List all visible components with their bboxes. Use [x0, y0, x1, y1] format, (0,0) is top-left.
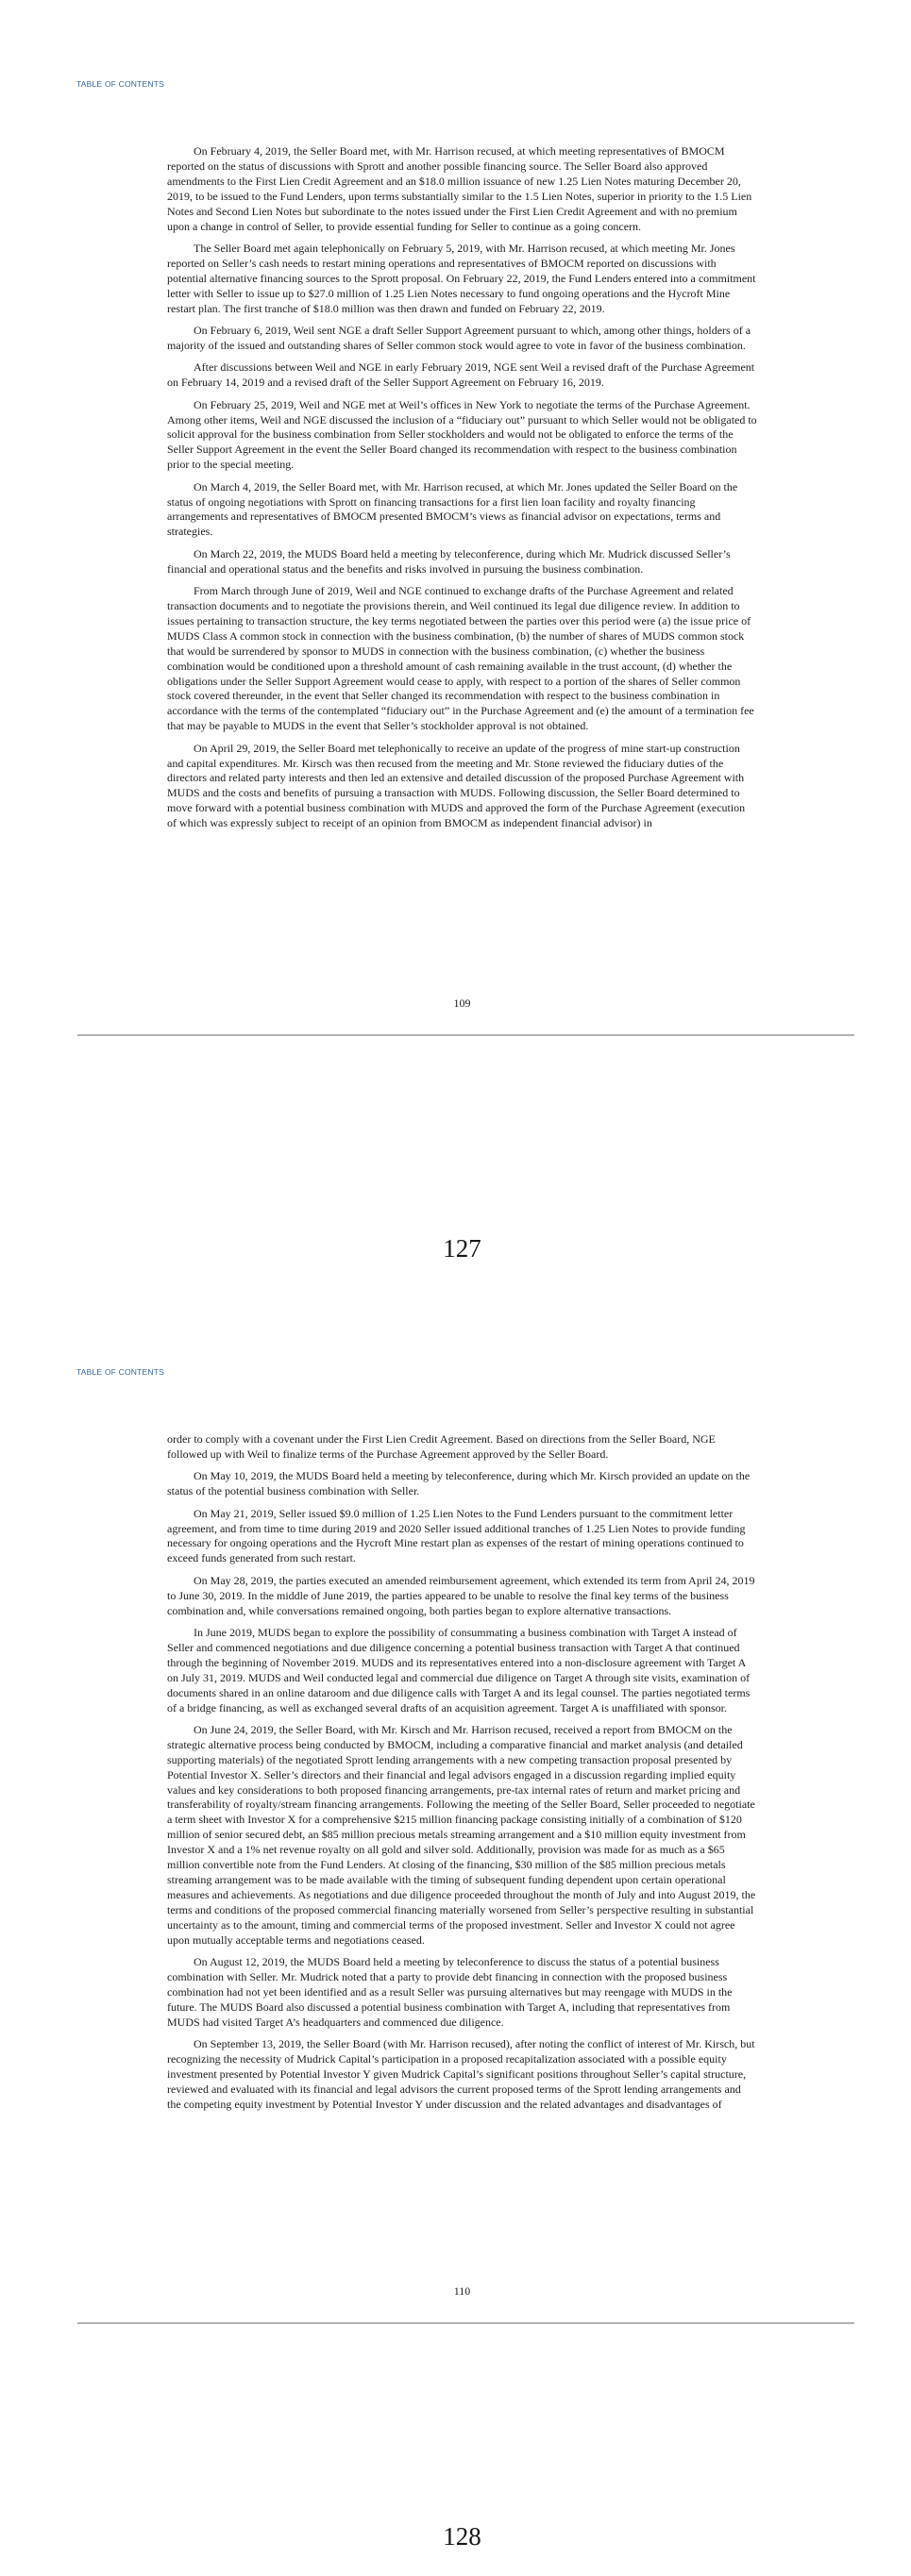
page-number: 109 — [453, 996, 471, 1010]
paragraph: On February 25, 2019, Weil and NGE met at Weil’s offices in New York to negotiate the terms of the Purchase Agreement. Among other items, Weil and NGE discussed the inclusion of a “fiduciary out” pursuant to which Seller would not be obligated to solicit approval for the business combination from Seller stockholders and would not be obligated to enforce the terms of the Seller Support Agreement in the event the Seller Board changed its recommendation with respect to the business combination prior to the special meeting. — [167, 397, 757, 472]
paragraph: On March 22, 2019, the MUDS Board held a meeting by teleconference, during which Mr. Mudrick discussed Seller’s financial and operational status and the benefits and risks involved in pursuing the business combination. — [167, 546, 731, 576]
document-sheet-2 — [0, 1288, 911, 2576]
paragraph: On March 4, 2019, the Seller Board met, with Mr. Harrison recused, at which Mr. Jones updated the Seller Board on the status of ongoing negotiations with Sprott on financing transactions for a first lien loan facility and royalty financing arrangements and representatives of BMOCM presented BMOCM’s views as financial advisor on expectations, terms and strategies. — [167, 479, 738, 539]
table-of-contents-link[interactable]: TABLE OF CONTENTS — [76, 79, 164, 89]
paragraph: On June 24, 2019, the Seller Board, with Mr. Kirsch and Mr. Harrison recused, received a report from BMOCM on the strategic alternative process being conducted by BMOCM, including a comparative financial and market analysis (and detailed supporting materials) of the negotiated Sprott lending arrangements with a new competing transaction proposal presented by Potential Investor X. Seller’s directors and their financial and legal advisors engaged in a discussion regarding implied equity values and key considerations to both proposed financing arrangements, pre-tax internal rates of return and market pricing and transferability of royalty/stream financing arrangements. Following the meeting of the Seller Board, Seller proceeded to negotiate a term sheet with Investor X for a comprehensive $215 million financing package consisting initially of a combination of $120 million of senior secured debt, an $85 million precious metals streaming arrangement and a $10 million equity investment from Investor X and a 1% net revenue royalty on all gold and silver sold. Additionally, provision was made for as much as a $65 million convertible note from the Fund Lenders. At closing of the financing, $30 million of the $85 million precious metals streaming arrangement was to be made available with the timing of subsequent funding dependent upon certain operational measures and achievements. As negotiations and due diligence proceeded throughout the month of July and into August 2019, the terms and conditions of the proposed commercial financing materially worsened from Seller’s perspective resulting in substantial uncertainty as to the amount, timing and commercial terms of the proposed investment. Seller and Investor X could not agree upon mutually acceptable terms and negotiations ceased. — [167, 1722, 756, 1947]
paragraph: After discussions between Weil and NGE in early February 2019, NGE sent Weil a revised draft of the Purchase Agreement on February 14, 2019 and a revised draft of the Seller Support Agreement on February 16, 2019. — [167, 360, 755, 390]
page-body — [167, 144, 757, 839]
paragraph: The Seller Board met again telephonically on February 5, 2019, with Mr. Harrison recused, at which meeting Mr. Jones reported on Seller’s cash needs to restart mining operations and representatives of BMOCM reported on discussions with potential alternative financing sources to the Sprott proposal. On February 22, 2019, the Fund Lenders entered into a commitment letter with Seller to issue up to $27.0 million of 1.25 Lien Notes necessary to fund ongoing operations and the Hycroft Mine restart plan. The first tranche of $18.0 million was then drawn and funded on February 22, 2019. — [167, 241, 756, 315]
pdf-sheet-number: 127 — [443, 1234, 481, 1263]
page-divider — [77, 1034, 854, 1036]
paragraph: order to comply with a covenant under the First Lien Credit Agreement. Based on directions from the Seller Board, NGE followed up with Weil to finalize terms of the Purchase Agreement approved by the Seller Board. — [167, 1432, 716, 1461]
paragraph: On May 10, 2019, the MUDS Board held a meeting by teleconference, during which Mr. Kirsch provided an update on the status of the potential business combination with Seller. — [167, 1469, 751, 1498]
paragraph: On April 29, 2019, the Seller Board met telephonically to receive an update of the progress of mine start-up construction and capital expenditures. Mr. Kirsch was then recused from the meeting and Mr. Stone reviewed the fiduciary duties of the directors and related party interests and then led an extensive and detailed discussion of the proposed Purchase Agreement with MUDS and the costs and benefits of pursuing a transaction with MUDS. Following discussion, the Seller Board determined to move forward with a potential business combination with MUDS and approved the form of the Purchase Agreement (execution of which was expressly subject to receipt of an opinion from BMOCM as independent financial advisor) in — [167, 741, 746, 830]
paragraph: On August 12, 2019, the MUDS Board held a meeting by teleconference to discuss the status of a potential business combination with Seller. Mr. Mudrick noted that a party to provide debt financing in connection with the proposed business combination had not yet been identified and as a result Seller was pursuing alternatives but may reengage with MUDS in the future. The MUDS Board also discussed a potential business combination with Target A, including that representatives from MUDS had visited Target A’s headquarters and commenced due diligence. — [167, 1955, 733, 2029]
paragraph: From March through June of 2019, Weil and NGE continued to exchange drafts of the Purchase Agreement and related transaction documents and to negotiate the provisions therein, and Weil continued its legal due diligence review. In addition to issues pertaining to transaction structure, the key terms negotiated between the parties over this period were (a) the issue price of MUDS Class A common stock in connection with the business combination, (b) the number of shares of MUDS common stock that would be surrendered by sponsor to MUDS in connection with the business combination, (c) whether the business combination would be conditioned upon a threshold amount of cash remaining available in the trust account, (d) whether the obligations under the Seller Support Agreement would cease to apply, with respect to a portion of the shares of Seller common stock covered thereunder, in the event that Seller changed its recommendation with respect to the business combination in accordance with the terms of the contemplated “fiduciary out” in the Purchase Agreement and (e) the amount of a termination fee that may be payable to MUDS in the event that Seller’s stockholder approval is not obtained. — [167, 584, 754, 733]
paragraph: In June 2019, MUDS began to explore the possibility of consummating a business combination with Target A instead of Seller and commenced negotiations and due diligence concerning a potential business transaction with Target A that continued through the beginning of November 2019. MUDS and its representatives entered into a non-disclosure agreement with Target A on July 31, 2019. MUDS and Weil conducted legal and commercial due diligence on Target A through site visits, examination of documents shared in an online dataroom and due diligence calls with Target A and its legal counsel. The parties negotiated terms of a bridge financing, as well as exchanged several drafts of an acquisition agreement. Target A is unaffiliated with sponsor. — [167, 1625, 751, 1715]
table-of-contents-link[interactable]: TABLE OF CONTENTS — [76, 1367, 164, 1377]
pdf-sheet-number: 128 — [443, 2522, 481, 2551]
page-divider — [77, 2322, 854, 2324]
page-body — [167, 1432, 757, 2119]
paragraph: On September 13, 2019, the Seller Board (with Mr. Harrison recused), after noting the conflict of interest of Mr. Kirsch, but recognizing the necessity of Mudrick Capital’s participation in a proposed recapitalization associated with a possible equity investment presented by Potential Investor Y given Mudrick Capital’s significant positions throughout Seller’s capital structure, reviewed and evaluated with its financial and legal advisors the current proposed terms of the Sprott lending arrangements and the competing equity investment by Potential Investor Y under discussion and the related advantages and disadvantages of — [167, 2037, 755, 2111]
page-number: 110 — [453, 2284, 471, 2298]
paragraph: On February 6, 2019, Weil sent NGE a draft Seller Support Agreement pursuant to which, among other things, holders of a majority of the issued and outstanding shares of Seller common stock would agree to vote in favor of the business combination. — [167, 323, 751, 352]
paragraph: On May 21, 2019, Seller issued $9.0 million of 1.25 Lien Notes to the Fund Lenders pursuant to the commitment letter agreement, and from time to time during 2019 and 2020 Seller issued additional tranches of 1.25 Lien Notes to provide funding necessary for ongoing operations and the Hycroft Mine restart plan as expenses of the restart of mining operations continued to exceed funds generated from such restart. — [167, 1506, 746, 1565]
paragraph: On May 28, 2019, the parties executed an amended reimbursement agreement, which extended its term from April 24, 2019 to June 30, 2019. In the middle of June 2019, the parties appeared to be unable to resolve the final key terms of the business combination and, while conversations remained ongoing, both parties began to explore alternative transactions. — [167, 1573, 755, 1617]
paragraph: On February 4, 2019, the Seller Board met, with Mr. Harrison recused, at which meeting representatives of BMOCM reported on the status of discussions with Sprott and another possible financing source. The Seller Board also approved amendments to the First Lien Credit Agreement and an $18.0 million issuance of new 1.25 Lien Notes maturing December 20, 2019, to be issued to the Fund Lenders, upon terms substantially similar to the 1.5 Lien Notes, superior in priority to the 1.5 Lien Notes and Second Lien Notes but subordinate to the notes issued under the First Lien Credit Agreement and with no premium upon a change in control of Seller, to provide essential funding for Seller to continue as a going concern. — [167, 144, 752, 233]
